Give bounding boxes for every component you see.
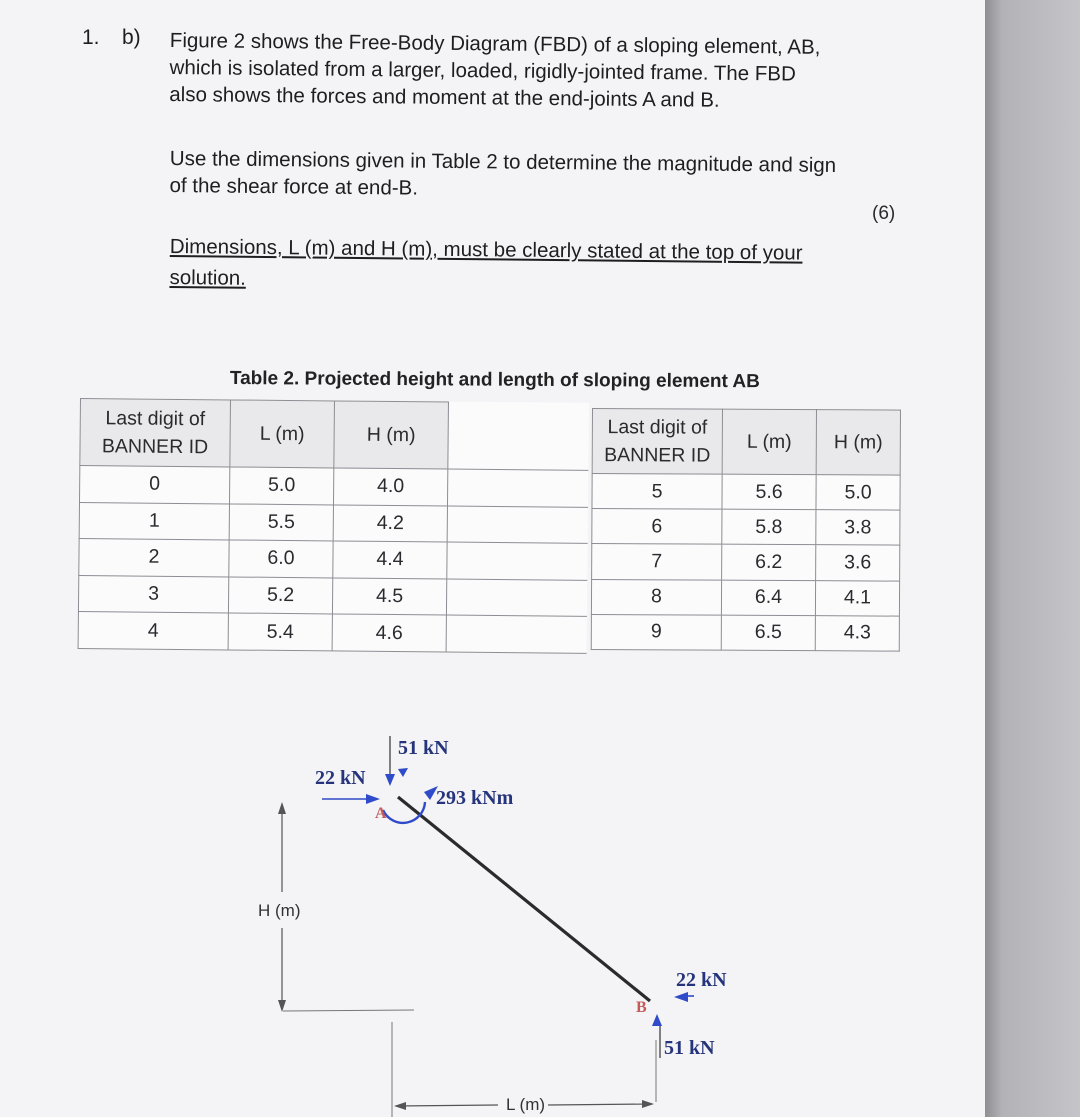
table-header-row bbox=[592, 409, 900, 476]
table-cell: 3 bbox=[78, 575, 228, 613]
text-line: which is isolated from a larger, loaded, rigidly-jointed frame. The FBD bbox=[169, 55, 796, 86]
text-line: Figure 2 shows the Free-Body Diagram (FBD) of a sloping element, AB, bbox=[169, 28, 821, 59]
joint-b-label: B bbox=[636, 999, 647, 1016]
dim-arrow-icon bbox=[642, 1100, 654, 1108]
joint-b-loads bbox=[636, 969, 727, 1059]
force-b-horizontal-arrow-icon bbox=[674, 992, 688, 1002]
force-a-vertical-label: 51 kN bbox=[398, 737, 449, 759]
extension-line bbox=[283, 1010, 414, 1011]
fbd-figure bbox=[0, 660, 985, 1117]
question-paragraph-3 bbox=[169, 234, 802, 299]
question-paragraph-1 bbox=[169, 28, 820, 116]
force-a-horizontal-label: 22 kN bbox=[315, 767, 366, 789]
table-row bbox=[591, 579, 899, 616]
table-cell bbox=[447, 469, 587, 507]
table-cell: 5 bbox=[592, 474, 722, 510]
length-dim-label: L (m) bbox=[506, 1095, 546, 1114]
table-cell: 4.4 bbox=[333, 541, 447, 579]
header-line: BANNER ID bbox=[101, 435, 209, 459]
table-cell: 5.8 bbox=[722, 509, 816, 545]
table-cell: 4.6 bbox=[332, 614, 446, 652]
question-part: b) bbox=[122, 26, 141, 49]
table-row bbox=[592, 544, 900, 581]
header-l: L (m) bbox=[230, 400, 335, 468]
dim-line bbox=[548, 1104, 652, 1105]
joint-a-label: A bbox=[375, 805, 387, 822]
question-number: 1. bbox=[82, 26, 100, 49]
table-cell: 4 bbox=[78, 612, 228, 650]
table-cell: 0 bbox=[80, 466, 230, 504]
header-blank bbox=[448, 402, 589, 470]
table-cell: 3.6 bbox=[816, 545, 900, 581]
header-last-digit bbox=[80, 399, 231, 467]
table-cell: 4.0 bbox=[333, 468, 447, 506]
table-caption: Table 2. Projected height and length of sloping element AB bbox=[229, 368, 760, 393]
table-cell: 4.5 bbox=[332, 578, 446, 616]
table-cell: 4.3 bbox=[815, 615, 899, 651]
text-line: Dimensions, L (m) and H (m), must be clearly stated at the top of your bbox=[169, 234, 803, 265]
table-cell: 5.0 bbox=[229, 467, 333, 505]
dim-arrow-icon bbox=[278, 802, 286, 814]
table-cell bbox=[446, 615, 586, 653]
table-cell bbox=[447, 506, 587, 544]
table-row bbox=[592, 474, 900, 511]
height-dimension bbox=[258, 802, 414, 1012]
text-line: solution. bbox=[169, 265, 247, 290]
table-row bbox=[78, 575, 586, 616]
table-cell: 2 bbox=[79, 539, 229, 577]
force-a-horizontal-arrow-icon bbox=[366, 794, 380, 804]
dim-line bbox=[396, 1105, 498, 1106]
table-cell: 4.1 bbox=[815, 580, 899, 616]
table-cell: 5.6 bbox=[722, 474, 816, 510]
dim-arrow-icon bbox=[394, 1102, 406, 1110]
table-cell: 6.5 bbox=[721, 615, 815, 651]
page-edge-background bbox=[985, 0, 1080, 1117]
marks-label: (6) bbox=[872, 203, 896, 224]
table-cell: 6.2 bbox=[722, 545, 816, 581]
table-cell: 6.0 bbox=[229, 540, 333, 578]
force-b-vertical-label: 51 kN bbox=[664, 1037, 715, 1059]
table-cell: 7 bbox=[592, 544, 722, 580]
dim-arrow-icon bbox=[278, 1000, 286, 1012]
force-a-vertical-tip-icon bbox=[398, 768, 408, 777]
text-line: also shows the forces and moment at the end-joints A and B. bbox=[169, 82, 720, 112]
table-cell: 5.5 bbox=[229, 504, 333, 542]
table-cell: 6.4 bbox=[721, 580, 815, 616]
table-row bbox=[78, 612, 586, 653]
table-row bbox=[591, 614, 899, 651]
table-row bbox=[592, 509, 900, 546]
table-cell bbox=[447, 542, 587, 580]
table-cell: 4.2 bbox=[333, 505, 447, 543]
header-line: BANNER ID bbox=[604, 444, 711, 467]
header-l: L (m) bbox=[722, 409, 816, 474]
table-left bbox=[78, 398, 589, 654]
force-b-vertical-arrow-icon bbox=[652, 1014, 662, 1026]
table-row bbox=[79, 539, 587, 580]
header-line: Last digit of bbox=[607, 416, 708, 439]
header-line: Last digit of bbox=[105, 407, 206, 431]
moment-label: 293 kNm bbox=[436, 787, 514, 809]
force-b-horizontal-label: 22 kN bbox=[676, 969, 727, 991]
table-right bbox=[591, 408, 901, 652]
table-cell: 1 bbox=[79, 502, 229, 540]
header-h: H (m) bbox=[816, 410, 900, 475]
length-dimension bbox=[392, 1022, 656, 1117]
table-cell: 9 bbox=[591, 614, 721, 650]
header-h: H (m) bbox=[334, 401, 449, 469]
header-last-digit bbox=[592, 409, 722, 475]
table-cell: 6 bbox=[592, 509, 722, 545]
table-cell: 3.8 bbox=[816, 510, 900, 546]
text-line: Use the dimensions given in Table 2 to determine the magnitude and sign bbox=[169, 146, 837, 177]
table-cell: 8 bbox=[591, 579, 721, 615]
table-cell: 5.2 bbox=[228, 577, 332, 615]
height-dim-label: H (m) bbox=[258, 901, 301, 920]
element-ab bbox=[398, 797, 650, 1001]
table-cell: 5.0 bbox=[816, 475, 900, 511]
force-a-vertical-arrow-icon bbox=[385, 774, 395, 786]
text-line: of the shear force at end-B. bbox=[169, 173, 419, 200]
question-paragraph-2 bbox=[169, 146, 836, 207]
table-header-row bbox=[80, 399, 589, 471]
table-cell bbox=[446, 579, 586, 617]
table-cell: 5.4 bbox=[228, 613, 332, 651]
table-row bbox=[80, 466, 588, 507]
table-row bbox=[79, 502, 587, 543]
